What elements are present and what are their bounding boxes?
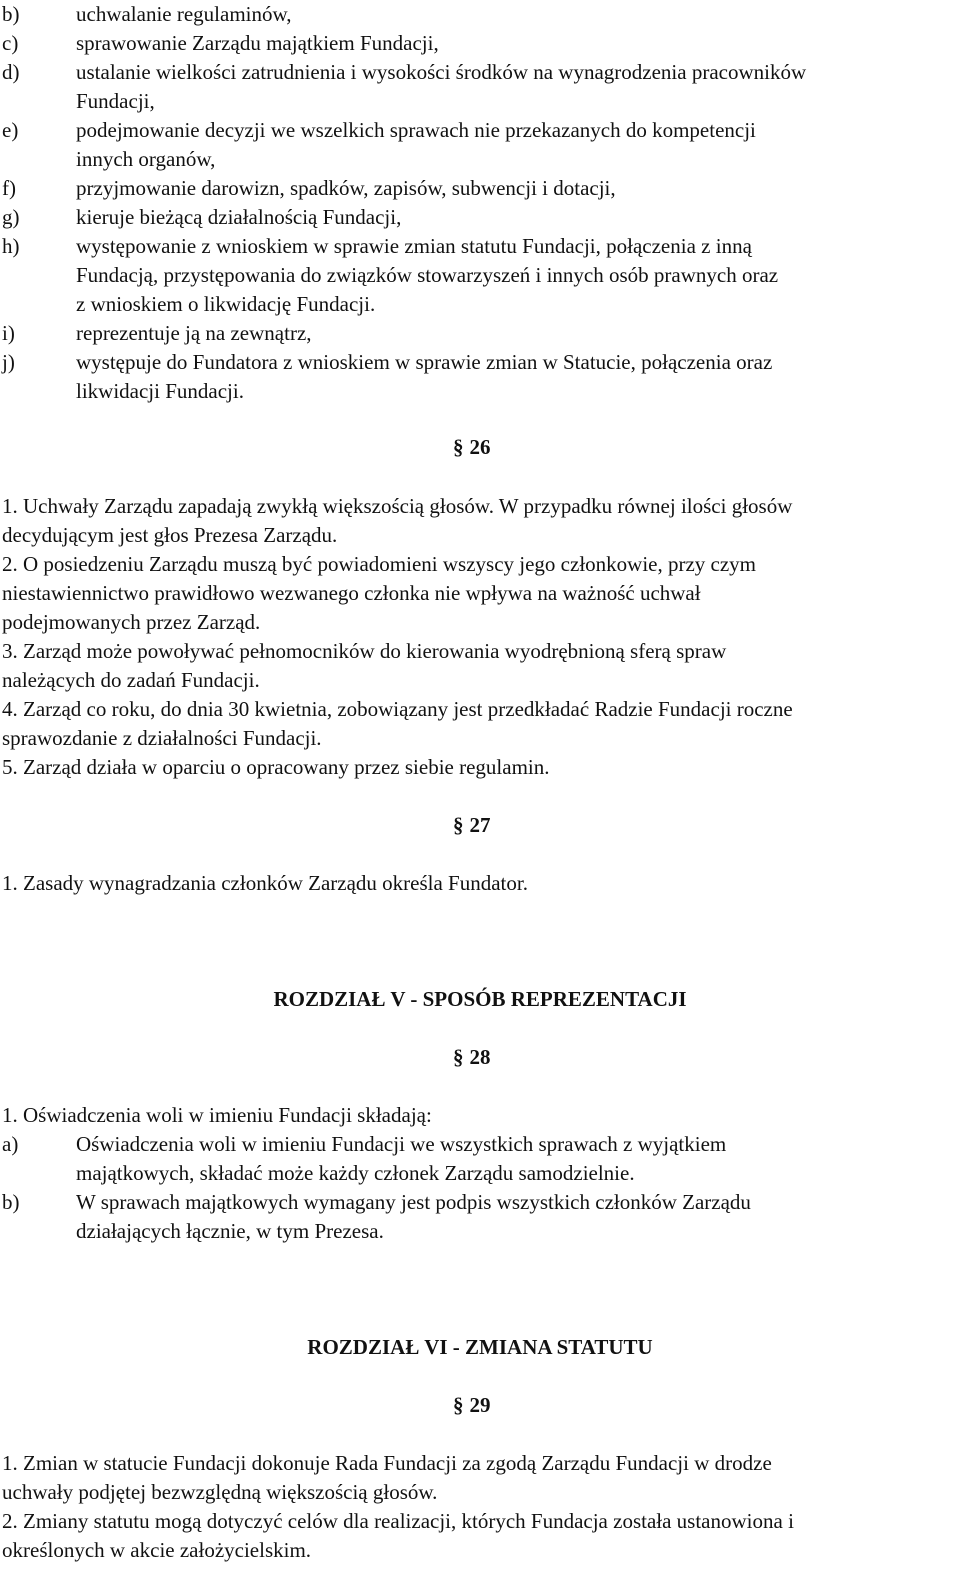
list-item-text: Fundacją, przystępowania do związków stowarzyszeń i innych osób prawnych oraz [76,263,779,287]
paragraph-line: 5. Zarząd działa w oparciu o opracowany przez siebie regulamin. [2,755,550,779]
paragraph-line: 1. Zasady wynagradzania członków Zarządu określa Fundator. [2,871,528,895]
paragraph-line: 1. Zmian w statucie Fundacji dokonuje Rada Fundacji za zgodą Zarządu Fundacji w drodze [2,1451,772,1475]
list-marker: i) [2,321,15,345]
list-item-text: ustalanie wielkości zatrudnienia i wysokości środków na wynagrodzenia pracowników [76,60,807,84]
paragraph-line: uchwały podjętej bezwzględną większością głosów. [2,1480,438,1504]
list-marker: j) [2,350,15,374]
list-item-text: działających łącznie, w tym Prezesa. [76,1219,384,1243]
list-item-text: kieruje bieżącą działalnością Fundacji, [76,205,402,229]
paragraph-line: 2. O posiedzeniu Zarządu muszą być powiadomieni wszyscy jego członkowie, przy czym [2,552,757,576]
list-item-text: reprezentuje ją na zewnątrz, [76,321,312,345]
section-heading-28 [453,1043,491,1072]
section-symbol: § [453,1393,464,1417]
section-symbol: § [453,813,464,837]
list-item-text: z wnioskiem o likwidację Fundacji. [76,292,376,316]
list-item-text: występuje do Fundatora z wnioskiem w sprawie zmian w Statucie, połączenia oraz [76,350,773,374]
list-item-text: występowanie z wnioskiem w sprawie zmian statutu Fundacji, połączenia z inną [76,234,752,258]
list-marker: b) [2,2,20,26]
list-marker: g) [2,205,20,229]
paragraph-line: 1. Uchwały Zarządu zapadają zwykłą większością głosów. W przypadku równej ilości głosów [2,494,793,518]
paragraph-line: 3. Zarząd może powoływać pełnomocników do kierowania wyodrębnioną sferą spraw [2,639,727,663]
list-item-text: W sprawach majątkowych wymagany jest podpis wszystkich członków Zarządu [76,1190,751,1214]
paragraph-line: 4. Zarząd co roku, do dnia 30 kwietnia, zobowiązany jest przedkładać Radzie Fundacji roczne [2,697,793,721]
list-item-text: przyjmowanie darowizn, spadków, zapisów, subwencji i dotacji, [76,176,616,200]
section-heading-27 [453,811,491,840]
section-heading-26 [453,433,491,462]
section-heading-29 [453,1391,491,1420]
paragraph-line: sprawozdanie z działalności Fundacji. [2,726,322,750]
section-number: 27 [469,813,491,837]
section-number: 28 [469,1045,491,1069]
section-symbol: § [453,1045,464,1069]
section-symbol: § [453,435,464,459]
list-marker: h) [2,234,20,258]
paragraph-line: podejmowanych przez Zarząd. [2,610,261,634]
paragraph-line: 1. Oświadczenia woli w imieniu Fundacji składają: [2,1103,432,1127]
paragraph-line: określonych w akcie założycielskim. [2,1538,312,1562]
list-marker: f) [2,176,16,200]
paragraph-line: niestawiennictwo prawidłowo wezwanego członka nie wpływa na ważność uchwał [2,581,701,605]
list-item-text: innych organów, [76,147,216,171]
section-number: 26 [469,435,491,459]
paragraph-line: decydującym jest głos Prezesa Zarządu. [2,523,338,547]
chapter-heading: ROZDZIAŁ V - SPOSÓB REPREZENTACJI [273,987,687,1011]
list-marker: a) [2,1132,19,1156]
paragraph-line: 2. Zmiany statutu mogą dotyczyć celów dla realizacji, których Fundacja została ustanowiona i [2,1509,794,1533]
list-item-text: podejmowanie decyzji we wszelkich sprawach nie przekazanych do kompetencji [76,118,756,142]
list-marker: e) [2,118,19,142]
list-marker: c) [2,31,19,55]
paragraph-line: należących do zadań Fundacji. [2,668,260,692]
list-item-text: uchwalanie regulaminów, [76,2,292,26]
list-item-text: likwidacji Fundacji. [76,379,244,403]
chapter-heading: ROZDZIAŁ VI - ZMIANA STATUTU [307,1335,653,1359]
list-marker: d) [2,60,20,84]
list-item-text: majątkowych, składać może każdy członek Zarządu samodzielnie. [76,1161,635,1185]
list-marker: b) [2,1190,20,1214]
section-number: 29 [469,1393,491,1417]
list-item-text: Fundacji, [76,89,155,113]
list-item-text: Oświadczenia woli w imieniu Fundacji we wszystkich sprawach z wyjątkiem [76,1132,727,1156]
list-item-text: sprawowanie Zarządu majątkiem Fundacji, [76,31,439,55]
